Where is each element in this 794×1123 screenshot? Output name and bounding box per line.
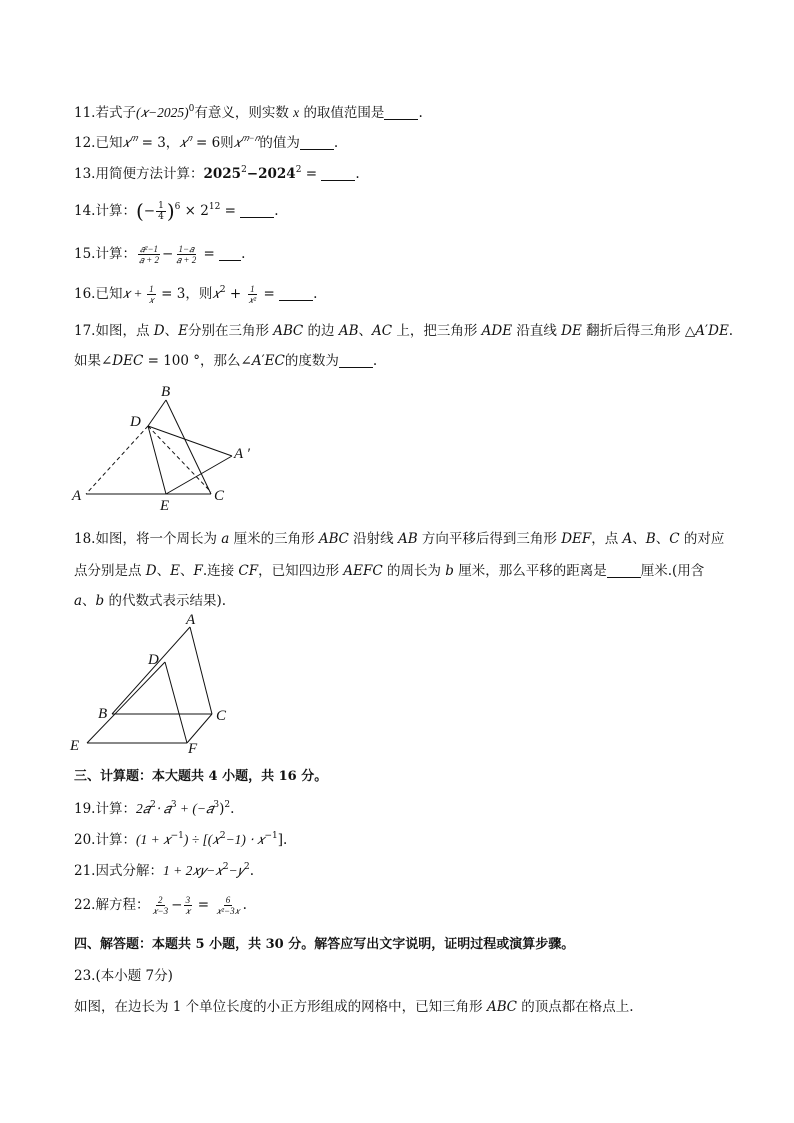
label-a-prime: A ′ xyxy=(234,446,250,462)
question-20: 20.计算：(1 + 𝑥$^{-1}$) ÷ [(𝑥$^2$−1) ⋅ 𝑥$^{-1}$]. xyxy=(74,831,288,848)
answer-blank xyxy=(240,203,274,218)
answer-blank xyxy=(607,563,641,578)
question-12: 12.已知𝑥$^𝑚$ = 3，𝑥$^𝑛$ = 6则𝑥$^{𝑚-𝑛}$的值为 . xyxy=(74,133,339,151)
segment-bd xyxy=(148,400,166,426)
answer-blank xyxy=(279,286,313,301)
label-e: E xyxy=(70,738,80,754)
label-b: B xyxy=(161,384,171,400)
question-14: 14.计算：(− $\frac{1}{4}$ )$^6 \times 2^{12}$ = . xyxy=(74,199,279,223)
fraction: $\frac{1}{4}$ xyxy=(158,201,164,222)
segment-de xyxy=(148,426,166,494)
segment-df xyxy=(165,662,187,743)
answer-blank xyxy=(219,246,241,261)
label-b: B xyxy=(98,706,108,722)
question-18-line2: 点分别是点 𝐷、𝐸、𝐹.连接 𝐶𝐹，已知四边形 𝐴𝐸𝐹𝐶 的周长为 𝑏 厘米，那么平移的距离是 厘米.(用含 xyxy=(74,563,705,579)
segment-da-prime xyxy=(148,426,232,456)
label-a: A xyxy=(186,612,196,628)
answer-blank xyxy=(321,166,355,181)
segment-de xyxy=(87,662,165,743)
question-11: 11.若式子(𝑥−2025)$^0$有意义，则实数 x 的取值范围是 . xyxy=(74,104,423,121)
segment-ac xyxy=(190,627,212,714)
question-23-text: 如图，在边长为 1 个单位长度的小正方形组成的网格中，已知三角形 𝐴𝐵𝐶 的顶点都在格点上. xyxy=(74,999,634,1015)
fraction: $\frac{6}{\text{𝑥²−3𝑥}}$ xyxy=(216,895,240,916)
question-18-line3: 𝑎、𝑏 的代数式表示结果). xyxy=(74,593,227,609)
label-a: A xyxy=(72,488,82,504)
segment-cf xyxy=(187,714,212,743)
answer-blank xyxy=(300,135,334,150)
question-17-line2: 如果∠𝐷𝐸𝐶 = 100 °，那么∠𝐴′𝐸𝐶的度数为 . xyxy=(74,353,378,369)
fraction: $\frac{2}{\text{𝑥−3}}$ xyxy=(152,895,169,916)
fraction: $\frac{1}{\text{𝑥²}}$ xyxy=(248,284,257,305)
question-13: 13.用简便方法计算：$2025^2-2024^2$ = . xyxy=(74,165,360,182)
question-18-line1: 18.如图，将一个周长为 𝑎 厘米的三角形 𝐴𝐵𝐶 沿射线 𝐴𝐵 方向平移后得到三角形 𝐷𝐸𝐹，点 𝐴、𝐵、𝐶 的对应 xyxy=(74,531,725,547)
section-4-heading: 四、解答题：本题共 5 小题，共 30 分。解答应写出文字说明，证明过程或演算步骤。 xyxy=(74,937,575,952)
fraction: $\frac{3}{\text{𝑥}}$ xyxy=(185,895,191,916)
segment-bc xyxy=(166,400,211,494)
question-22: 22.解方程： $\frac{2}{\text{𝑥−3}}$ − $\frac{3}{\text{𝑥}}$ = $\frac{6}{\text{𝑥²−3𝑥}}$ . xyxy=(74,895,247,916)
dashed-segment-bc xyxy=(148,426,211,492)
question-15: 15.计算： $\frac{\text{𝑎²−1}}{\text{𝑎 + 2}}$ − $\frac{\text{1−𝑎}}{\text{𝑎 + 2}}$ = . xyxy=(74,244,246,265)
label-c: C xyxy=(214,488,225,504)
question-16: 16.已知𝑥 + $\frac{1}{\text{𝑥}}$ = 3，则𝑥$^2$ + $\frac{1}{\text{𝑥²}}$ = . xyxy=(74,284,318,305)
section-3-heading: 三、计算题：本大题共 4 小题，共 16 分。 xyxy=(74,769,328,784)
dashed-segment-da xyxy=(86,426,148,494)
question-23-header: 23.(本小题 7分) xyxy=(74,968,173,984)
fraction: $\frac{\text{𝑎²−1}}{\text{𝑎 + 2}}$ xyxy=(138,244,159,265)
question-21: 21.因式分解：1 + 2𝑥𝑦−𝑥$^2$−𝑦$^2$. xyxy=(74,862,254,879)
label-f: F xyxy=(188,741,198,754)
fraction: $\frac{\text{1−𝑎}}{\text{𝑎 + 2}}$ xyxy=(176,244,197,265)
label-d: D xyxy=(130,414,141,430)
question-17-line1: 17.如图，点 𝐷、𝐸分别在三角形 𝐴𝐵𝐶 的边 𝐴𝐵、𝐴𝐶 上，把三角形 𝐴𝐷𝐸 沿直线 𝐷𝐸 翻折后得三角形 △𝐴′𝐷𝐸. xyxy=(74,323,734,339)
segment-ab xyxy=(112,627,190,714)
answer-blank xyxy=(384,105,418,120)
answer-blank xyxy=(339,353,373,368)
figure-q17-fold xyxy=(66,380,276,510)
label-e: E xyxy=(160,498,170,510)
question-19: 19.计算：2𝑎$^2$⋅ 𝑎$^3$ + (−𝑎$^3$)$^2$. xyxy=(74,800,235,817)
fraction: $\frac{1}{\text{𝑥}}$ xyxy=(148,284,154,305)
label-c: C xyxy=(216,708,227,724)
figure-q18-translation xyxy=(66,612,246,754)
label-d: D xyxy=(148,652,159,668)
